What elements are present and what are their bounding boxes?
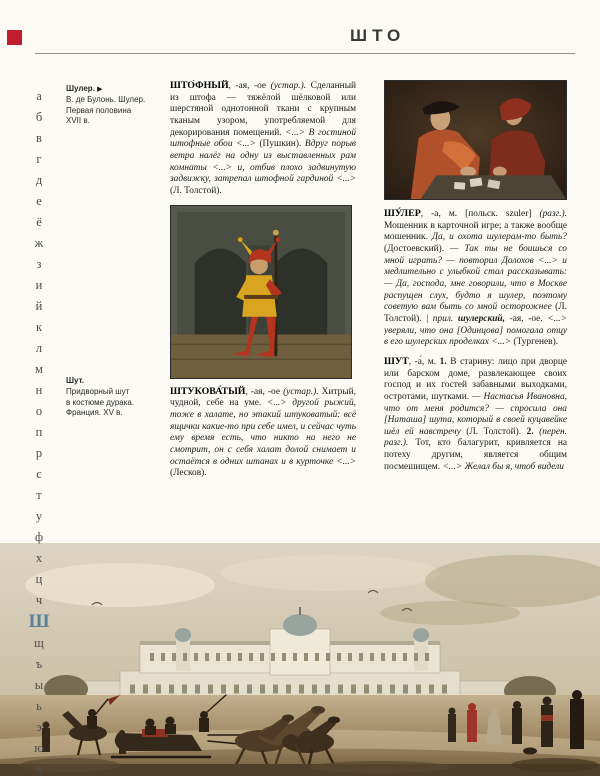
alphabet-index bbox=[27, 86, 51, 776]
entry-segment: (Л. Толстой). bbox=[384, 302, 567, 324]
corner-marker bbox=[7, 30, 22, 45]
entry-segment: (Тургенев). bbox=[513, 337, 559, 348]
alphabet-letter-б: б bbox=[35, 110, 43, 124]
entry-segment: <...> В гостиной штофные обои <...> bbox=[170, 127, 356, 150]
entry-segment: (Л. Толстой). bbox=[466, 426, 527, 437]
usage-label: (устар.). bbox=[283, 386, 322, 397]
alphabet-letter-а: а bbox=[36, 89, 42, 103]
entry-shut bbox=[384, 356, 567, 474]
jester-art bbox=[171, 206, 351, 378]
column-left bbox=[170, 80, 356, 545]
caption-line: Первая половина bbox=[66, 105, 132, 115]
panorama-art bbox=[0, 543, 600, 776]
alphabet-letter-щ: щ bbox=[34, 636, 44, 650]
caption-line: XVII в. bbox=[66, 116, 90, 126]
entry-segment: <...> уверяли, что она [Одинцова] помогала отцу в его шулерских проделках <...> bbox=[384, 313, 567, 348]
alphabet-letter-ё: ё bbox=[36, 215, 42, 229]
alphabet-letter-г: г bbox=[36, 152, 42, 166]
alphabet-letter-и: и bbox=[35, 278, 43, 292]
alphabet-letter-ш: Ш bbox=[28, 611, 50, 632]
entry-body bbox=[384, 357, 567, 472]
headword: ШУТ bbox=[384, 355, 409, 367]
alphabet-letter-т: т bbox=[36, 488, 42, 502]
entry-segment: — Так ты не боишься со мной играть? — повторил Долохов <...> и медлительно с улыбкой стал рассказывать: — Да, господа, мне говорили, что в Москве распущен слух, будто я шулер, поэтому советую вам быть со мной осторожнее bbox=[384, 243, 567, 313]
column-right bbox=[384, 80, 567, 545]
card-table bbox=[421, 175, 566, 199]
alphabet-letter-ы: ы bbox=[34, 678, 44, 692]
entry-segment: Тот, кто балагурит, кривляется на потеху другим, является общим посмешищем. bbox=[384, 438, 567, 472]
entry-segment: Сделанный из штофа — тяжёлой шёлковой или шерстяной однотонной ткани с крупным тканым узором, употребляемой для декорирования помещений. bbox=[170, 81, 356, 138]
entry-segment: Да, и охота шулерам-то быть? bbox=[432, 232, 567, 243]
grammar: , -ая, -ое bbox=[245, 386, 284, 397]
grammar: , -а́, м. bbox=[408, 356, 440, 367]
caption-line: В. де Булонь. Шулер. bbox=[66, 94, 146, 104]
grammar: , -а, м. [польск. szuler] bbox=[420, 209, 540, 219]
entry-segment: <...> Желал бы я, чтоб видели bbox=[442, 461, 564, 472]
entry-shtofny bbox=[170, 80, 356, 198]
entry-shuler bbox=[384, 208, 567, 349]
entry-segment: (перен. разг.). bbox=[384, 426, 567, 449]
entry-segment: (Л. Толстой). bbox=[170, 185, 222, 196]
alphabet-letter-у: у bbox=[35, 509, 43, 523]
entry-segment: (Пушкин). bbox=[259, 139, 305, 150]
caption-shut bbox=[66, 376, 166, 419]
caption-title-row bbox=[66, 84, 166, 95]
alphabet-letter-р: р bbox=[35, 446, 43, 460]
entry-segment: — Настасья Ивановна, что от меня родится? — спросила она [Наташа] шута, который в своей куцавейке шёл ей навстречу bbox=[384, 391, 567, 437]
jester-illustration bbox=[170, 205, 352, 379]
card-sharper-painting bbox=[384, 80, 567, 200]
entry-segment: Вдруг порыв ветра налёг на одну из выставленных рам комнаты <...> и, отбив плохо задвинутую задвижку, затрепал штофной гардиной <...> bbox=[170, 139, 356, 185]
alphabet-letter-е: е bbox=[36, 194, 42, 208]
grammar: , -ая, -ое bbox=[228, 81, 271, 91]
entry-segment: шулерский, bbox=[457, 313, 510, 324]
entry-segment: 1. bbox=[439, 356, 451, 367]
usage-label: (устар.). bbox=[270, 81, 311, 91]
caption-line: Придворный шут bbox=[66, 386, 130, 396]
alphabet-letter-ь: ь bbox=[36, 699, 42, 713]
entry-segment: -ая, -ое. bbox=[509, 313, 548, 324]
entry-segment: (Лесков). bbox=[170, 468, 207, 479]
winter-panorama-illustration bbox=[0, 543, 600, 776]
alphabet-letter-э: э bbox=[36, 720, 42, 734]
caption-line: в костюме дурака. bbox=[66, 397, 135, 407]
headword: ШТО́ФНЫЙ bbox=[170, 80, 229, 91]
alphabet-letter-н: н bbox=[35, 383, 43, 397]
caption-title: Шут. bbox=[66, 376, 85, 385]
entry-segment: | bbox=[426, 313, 433, 324]
alphabet-letter-м: м bbox=[35, 362, 43, 376]
alphabet-letter-ъ: ъ bbox=[35, 657, 43, 671]
header-rule bbox=[35, 53, 575, 54]
entry-body bbox=[170, 81, 356, 196]
caption-title: Шулер. bbox=[66, 84, 95, 93]
headword: ШТУКОВА́ТЫЙ bbox=[170, 385, 246, 397]
alphabet-letter-л: л bbox=[35, 341, 43, 355]
alphabet-letter-д: д bbox=[35, 173, 43, 187]
entry-segment: <...> другой рыжий, тоже в халате, но этакий штуковатый: всё ящички какие-то при себе имел, и сейчас чуть ему время есть, что никто на него не смотрит, он с себя халат долой снимает и остаётся в одних штанах и в курточке <...> bbox=[170, 398, 356, 467]
usage-label: (разг.). bbox=[539, 209, 567, 219]
headword: ШУ́ЛЕР bbox=[384, 208, 421, 219]
alphabet-letter-ю: ю bbox=[34, 741, 44, 755]
caption-shuler bbox=[66, 84, 166, 127]
alphabet-letter-х: х bbox=[35, 551, 43, 565]
entry-segment: прил. bbox=[432, 313, 458, 324]
pointer-icon: ▶ bbox=[97, 86, 103, 93]
alphabet-letter-с: с bbox=[36, 467, 42, 481]
alphabet-letter-п: п bbox=[35, 425, 43, 439]
alphabet-letter-о: о bbox=[35, 404, 43, 418]
alphabet-letter-ж: ж bbox=[34, 236, 44, 250]
alphabet-letter-ч: ч bbox=[35, 593, 43, 607]
alphabet-letter-ф: ф bbox=[34, 530, 44, 544]
alphabet-letter-ц: ц bbox=[35, 572, 43, 586]
alphabet-letter-в: в bbox=[36, 131, 42, 145]
entry-segment: (Достоевский). bbox=[384, 243, 451, 254]
entry-body bbox=[170, 387, 356, 479]
running-head: ШТО bbox=[350, 26, 406, 45]
painting-art bbox=[385, 81, 566, 199]
alphabet-letter-й: й bbox=[35, 299, 43, 313]
entry-body bbox=[384, 221, 567, 348]
alphabet-letter-з: з bbox=[36, 257, 42, 271]
entry-segment: В старину: лицо при дворце или барском доме, развлекающее своих господ и их гостей забавными выходками, остротами, шутками. bbox=[384, 356, 567, 402]
entry-segment: Мошенник в карточной игре; а также вообще мошенник. bbox=[384, 220, 567, 243]
entry-shtukovaty bbox=[170, 386, 356, 480]
alphabet-letter-я: я bbox=[36, 762, 42, 776]
entry-segment: 2. bbox=[526, 426, 540, 437]
caption-line: Франция. XV в. bbox=[66, 408, 123, 418]
entry-segment: Хитрый, чудной, себе на уме. bbox=[170, 386, 356, 409]
alphabet-letter-к: к bbox=[35, 320, 43, 334]
